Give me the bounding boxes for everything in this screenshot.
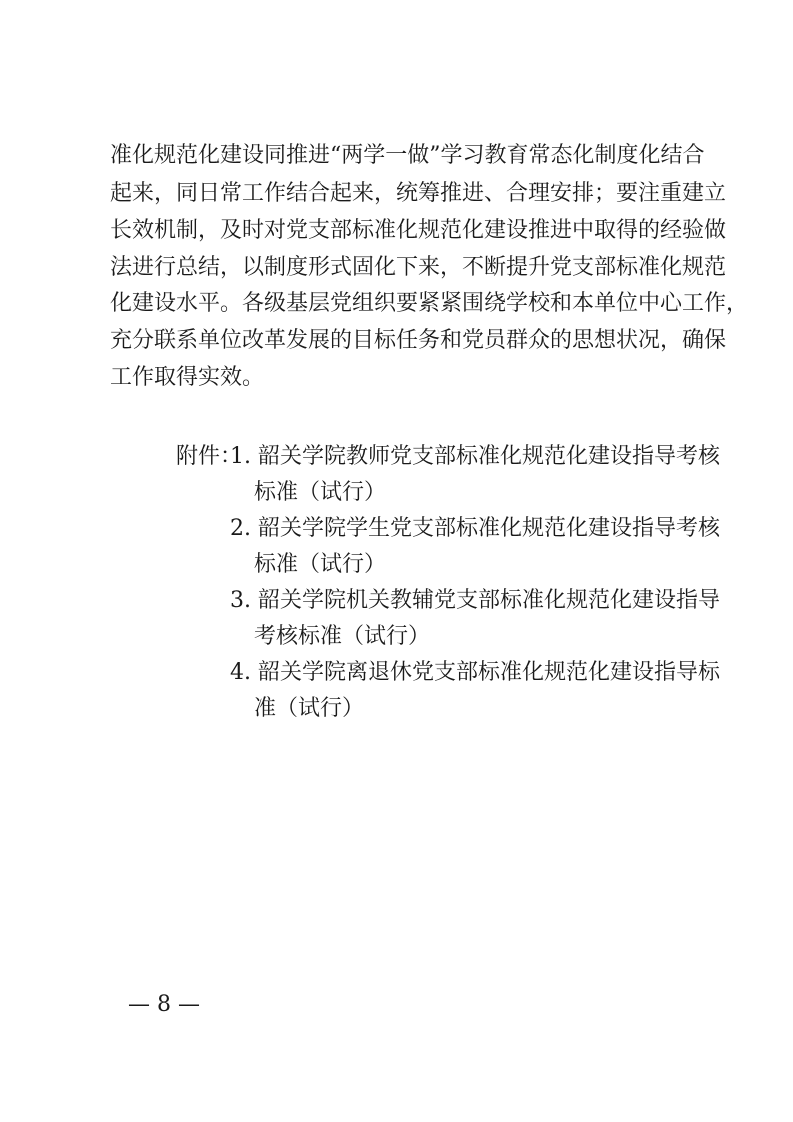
attachment-item-3-cont: 考核标准（试行） <box>254 624 431 649</box>
attachment-item-2: 2. 韶关学院学生党支部标准化规范化建设指导考核 <box>230 516 720 541</box>
paragraph-line: 充分联系单位改革发展的目标任务和党员群众的思想状况，确保 <box>110 328 727 353</box>
paragraph-line: 工作取得实效。 <box>110 365 265 390</box>
paragraph-line: 起来，同日常工作结合起来，统筹推进、合理安排；要注重建立 <box>110 181 727 206</box>
paragraph-line: 准化规范化建设同推进“两学一做”学习教育常态化制度化结合 <box>110 143 705 168</box>
attachment-item-4: 4. 韶关学院离退休党支部标准化规范化建设指导标 <box>230 660 720 685</box>
attachment-item-1: 1. 韶关学院教师党支部标准化规范化建设指导考核 <box>230 444 720 469</box>
attachment-item-1-cont: 标准（试行） <box>254 480 387 505</box>
paragraph-line: 长效机制，及时对党支部标准化规范化建设推进中取得的经验做 <box>110 218 727 243</box>
attachment-item-3: 3. 韶关学院机关教辅党支部标准化规范化建设指导 <box>230 588 720 613</box>
paragraph-line: 法进行总结，以制度形式固化下来，不断提升党支部标准化规范 <box>110 255 727 280</box>
attachments-label: 附件： <box>176 444 243 469</box>
attachment-item-2-cont: 标准（试行） <box>254 552 387 577</box>
attachment-item-4-cont: 准（试行） <box>254 696 365 721</box>
paragraph-line: 化建设水平。各级基层党组织要紧紧围绕学校和本单位中心工作， <box>110 291 749 316</box>
page-number: — 8 — <box>128 992 200 1017</box>
